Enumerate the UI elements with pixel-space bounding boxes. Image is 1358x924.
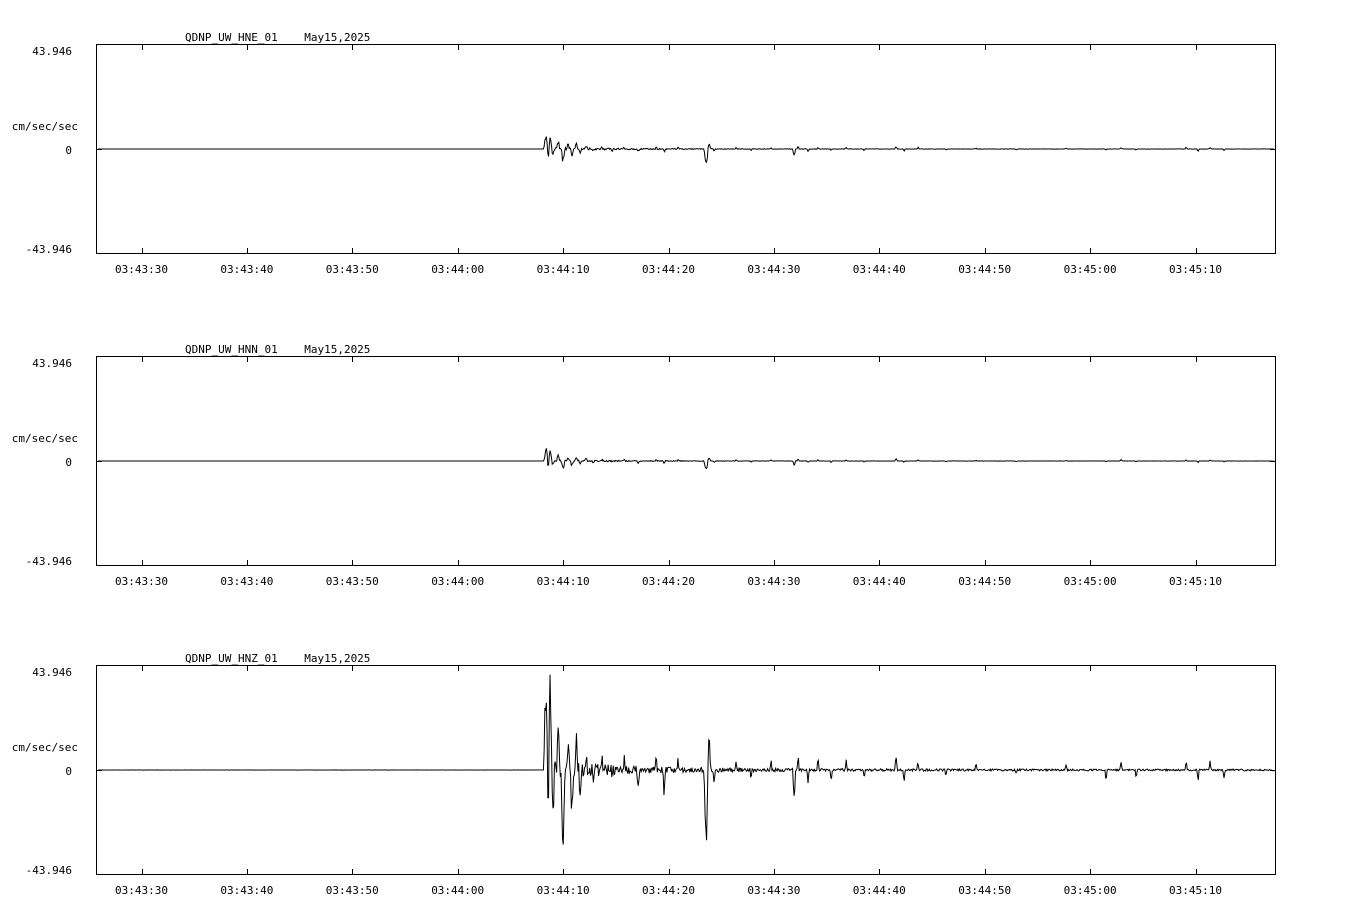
- x-axis-tick-label: 03:45:00: [1063, 575, 1117, 588]
- x-axis-tick-label: 03:45:00: [1063, 884, 1117, 897]
- x-axis-tick-label: 03:44:00: [431, 884, 485, 897]
- seismogram-panel-hne: [0, 0, 1358, 300]
- x-axis-tick-label: 03:44:10: [536, 884, 590, 897]
- y-axis-max-label-hnz: 43.946: [32, 666, 72, 679]
- x-axis-tick-label: 03:44:40: [852, 575, 906, 588]
- y-axis-zero-label-hne: 0: [65, 144, 72, 157]
- x-axis-tick-label: 03:44:20: [642, 884, 695, 897]
- seismogram-panel-hnz: [0, 612, 1358, 924]
- seismogram-panel-hnn: [0, 306, 1358, 606]
- y-axis-max-label-hne: 43.946: [32, 45, 72, 58]
- x-axis-tick-label: 03:44:30: [747, 575, 801, 588]
- x-axis-tick-label: 03:44:30: [747, 884, 801, 897]
- x-axis-tick-label: 03:43:30: [115, 263, 168, 276]
- waveform-trace: [0, 306, 1358, 606]
- x-axis-tick-label: 03:44:00: [431, 263, 485, 276]
- x-axis-tick-label: 03:44:10: [536, 575, 590, 588]
- y-axis-units-hnz: cm/sec/sec: [11, 741, 78, 754]
- x-axis-tick-label: 03:45:10: [1169, 575, 1222, 588]
- panel-title-hnz: QDNP_UW_HNZ_01 May15,2025: [185, 652, 371, 665]
- x-axis-tick-label: 03:43:40: [220, 884, 274, 897]
- x-axis-tick-label: 03:44:20: [642, 263, 695, 276]
- y-axis-min-label-hnn: -43.946: [25, 555, 72, 568]
- y-axis-min-label-hnz: -43.946: [25, 864, 72, 877]
- x-axis-tick-label: 03:43:50: [325, 884, 379, 897]
- y-axis-units-hne: cm/sec/sec: [11, 120, 78, 133]
- x-axis-tick-label: 03:43:50: [325, 575, 379, 588]
- x-axis-tick-label: 03:44:40: [852, 884, 906, 897]
- y-axis-units-hnn: cm/sec/sec: [11, 432, 78, 445]
- x-axis-tick-label: 03:43:40: [220, 575, 274, 588]
- x-axis-tick-label: 03:45:00: [1063, 263, 1117, 276]
- waveform-trace: [0, 0, 1358, 300]
- y-axis-min-label-hne: -43.946: [25, 243, 72, 256]
- x-axis-tick-label: 03:44:00: [431, 575, 485, 588]
- y-axis-zero-label-hnn: 0: [65, 456, 72, 469]
- x-axis-tick-label: 03:44:50: [958, 884, 1012, 897]
- x-axis-tick-label: 03:43:30: [115, 575, 168, 588]
- x-axis-tick-label: 03:44:50: [958, 575, 1012, 588]
- panel-title-hne: QDNP_UW_HNE_01 May15,2025: [185, 31, 371, 44]
- panel-title-hnn: QDNP_UW_HNN_01 May15,2025: [185, 343, 371, 356]
- x-axis-tick-label: 03:44:20: [642, 575, 695, 588]
- waveform-trace: [0, 612, 1358, 924]
- x-axis-tick-label: 03:43:40: [220, 263, 274, 276]
- x-axis-tick-label: 03:45:10: [1169, 884, 1222, 897]
- x-axis-tick-label: 03:44:40: [852, 263, 906, 276]
- x-axis-tick-label: 03:45:10: [1169, 263, 1222, 276]
- x-axis-tick-label: 03:43:50: [325, 263, 379, 276]
- x-axis-tick-label: 03:44:10: [536, 263, 590, 276]
- x-axis-tick-label: 03:43:30: [115, 884, 168, 897]
- x-axis-tick-label: 03:44:30: [747, 263, 801, 276]
- x-axis-tick-label: 03:44:50: [958, 263, 1012, 276]
- y-axis-zero-label-hnz: 0: [65, 765, 72, 778]
- y-axis-max-label-hnn: 43.946: [32, 357, 72, 370]
